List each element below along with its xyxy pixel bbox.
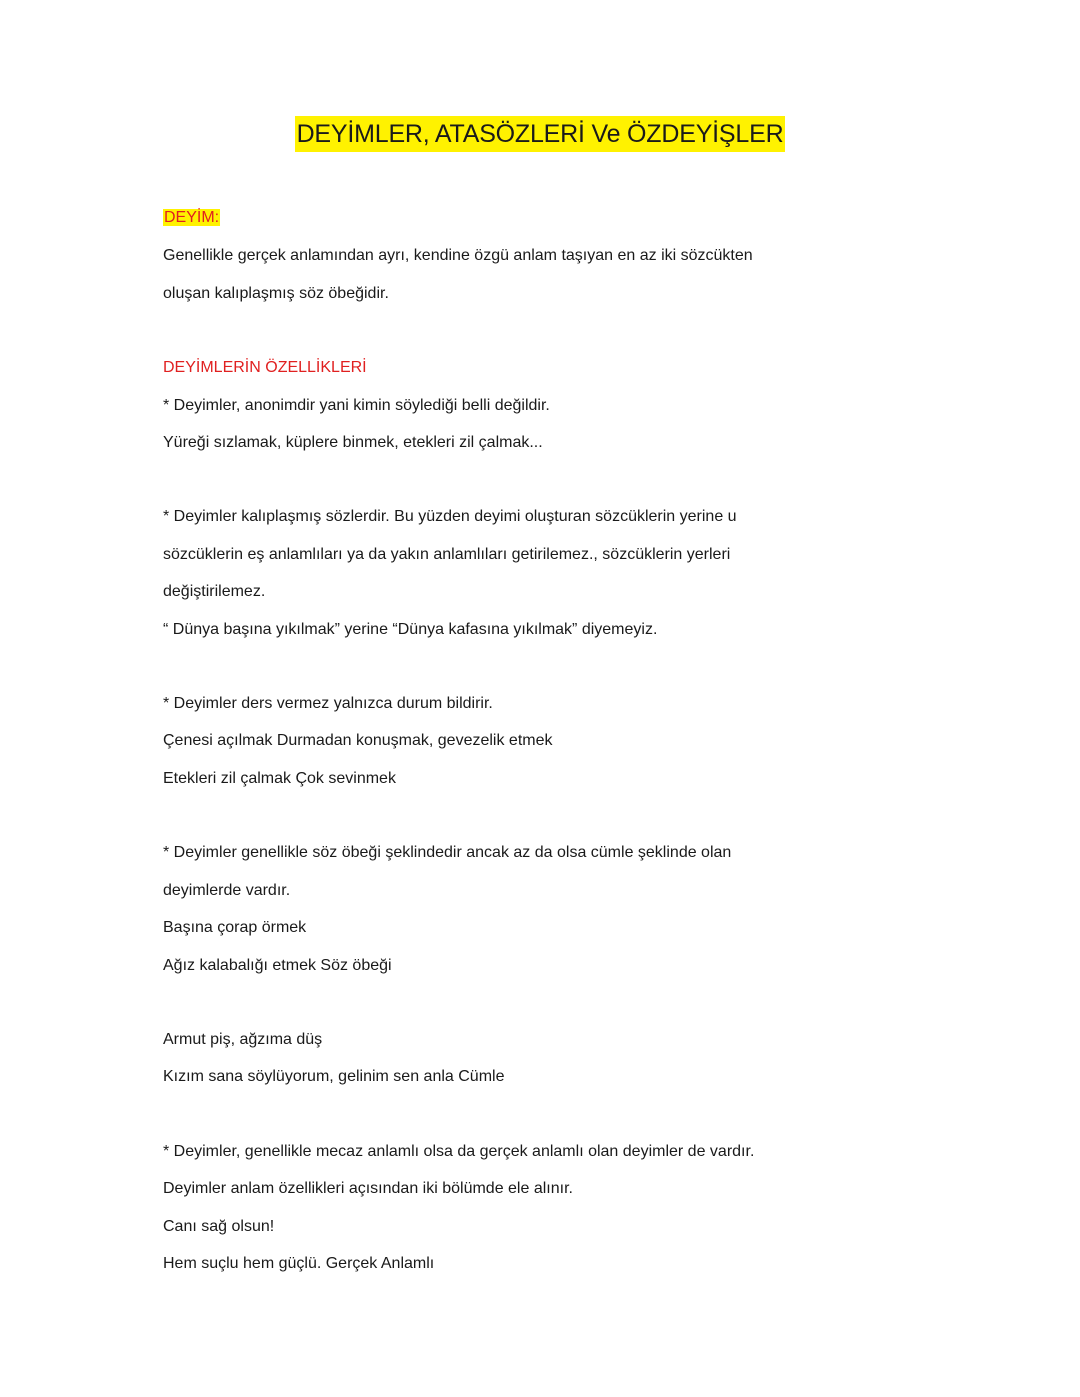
feature-example: Canı sağ olsun! [163,1218,275,1235]
feature-example: Çenesi açılmak Durmadan konuşmak, gevezelik etmek [163,732,553,749]
feature-line: değiştirilemez. [163,583,266,600]
features-heading: DEYİMLERİN ÖZELLİKLERİ [163,359,367,376]
definition-heading-text: DEYİM: [164,209,220,226]
feature-line: * Deyimler genellikle söz öbeği şeklindedir ancak az da olsa cümle şeklinde olan [163,844,732,861]
title-wrapper [0,116,1080,152]
feature-example: Ağız kalabalığı etmek Söz öbeği [163,957,392,974]
feature-line: * Deyimler, genellikle mecaz anlamlı olsa da gerçek anlamlı olan deyimler de vardır. [163,1143,755,1160]
feature-example: Hem suçlu hem güçlü. Gerçek Anlamlı [163,1255,435,1272]
feature-example: “ Dünya başına yıkılmak” yerine “Dünya kafasına yıkılmak” diyemeyiz. [163,621,658,638]
document-title: DEYİMLER, ATASÖZLERİ Ve ÖZDEYİŞLER [295,116,786,152]
definition-heading [163,207,220,229]
definition-line: Genellikle gerçek anlamından ayrı, kendine özgü anlam taşıyan en az iki sözcükten [163,247,753,264]
feature-example: Kızım sana söylüyorum, gelinim sen anla Cümle [163,1068,505,1085]
feature-example: Armut piş, ağzıma düş [163,1031,323,1048]
feature-line: * Deyimler, anonimdir yani kimin söylediği belli değildir. [163,397,550,414]
feature-line: sözcüklerin eş anlamlıları ya da yakın anlamlıları getirilemez., sözcüklerin yerleri [163,546,731,563]
feature-example: Yüreği sızlamak, küplere binmek, etekleri zil çalmak... [163,434,543,451]
definition-line: oluşan kalıplaşmış söz öbeğidir. [163,285,389,302]
feature-example: Etekleri zil çalmak Çok sevinmek [163,770,396,787]
feature-line: Deyimler anlam özellikleri açısından iki bölümde ele alınır. [163,1180,573,1197]
feature-example: Başına çorap örmek [163,919,307,936]
feature-line: * Deyimler ders vermez yalnızca durum bildirir. [163,695,493,712]
feature-line: * Deyimler kalıplaşmış sözlerdir. Bu yüzden deyimi oluşturan sözcüklerin yerine u [163,508,737,525]
feature-line: deyimlerde vardır. [163,882,291,899]
